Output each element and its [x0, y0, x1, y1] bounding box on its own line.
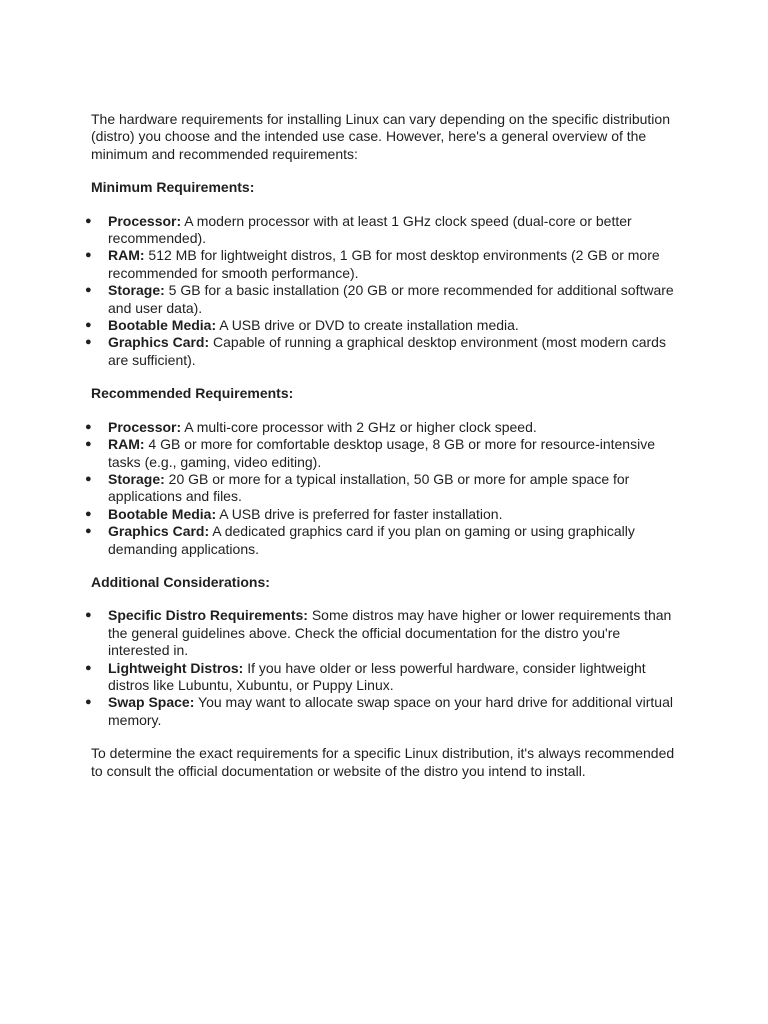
- list-additional-considerations: [85, 607, 683, 729]
- item-text: A modern processor with at least 1 GHz clock speed (dual-core or better recommended).: [108, 212, 632, 247]
- item-label: Processor:: [108, 212, 182, 229]
- list-item: [85, 694, 683, 729]
- list-item: [85, 317, 683, 334]
- bullet-icon: ●: [85, 609, 92, 622]
- list-item: [85, 436, 683, 471]
- item-label: RAM:: [108, 436, 145, 453]
- section-heading-minimum: Minimum Requirements:: [91, 179, 255, 196]
- bullet-icon: ●: [85, 507, 92, 520]
- item-text: Some distros may have higher or lower requirements than the general guidelines above. Check the official documentation for the distro you're interested in.: [108, 607, 672, 659]
- item-text: A multi-core processor with 2 GHz or higher clock speed.: [181, 418, 537, 435]
- item-text: 20 GB or more for a typical installation, 50 GB or more for ample space for applications and files.: [108, 470, 630, 505]
- list-item: [85, 659, 683, 695]
- item-label: Graphics Card:: [108, 334, 210, 351]
- list-item: [85, 418, 683, 436]
- list-item: [85, 247, 683, 282]
- intro-paragraph: The hardware requirements for installing Linux can vary depending on the specific distribution (distro) you choose and the intended use case. However, here's a general overview of the minimum and recommended requirements:: [91, 111, 670, 162]
- item-text: If you have older or less powerful hardware, consider lightweight distros like Lubuntu, Xubuntu, or Puppy Linux.: [108, 659, 646, 693]
- item-label: Storage:: [108, 470, 165, 487]
- section-heading-recommended: Recommended Requirements:: [91, 385, 294, 402]
- bullet-icon: ●: [85, 336, 92, 349]
- item-text: You may want to allocate swap space on your hard drive for additional virtual memory.: [108, 694, 673, 728]
- item-label: Lightweight Distros:: [108, 659, 244, 676]
- item-label: Processor:: [108, 418, 182, 435]
- item-text: 512 MB for lightweight distros, 1 GB for most desktop environments (2 GB or more recommended for smooth performance).: [108, 247, 660, 281]
- item-label: Bootable Media:: [108, 317, 217, 334]
- list-item: [85, 470, 683, 506]
- item-label: Bootable Media:: [108, 505, 217, 522]
- item-label: Graphics Card:: [108, 523, 210, 540]
- item-text: A USB drive or DVD to create installation media.: [216, 317, 519, 334]
- list-item: [85, 212, 683, 248]
- list-minimum-requirements: [85, 212, 683, 370]
- item-text: Capable of running a graphical desktop environment (most modern cards are sufficient).: [108, 334, 666, 368]
- item-label: Swap Space:: [108, 694, 195, 711]
- item-label: Specific Distro Requirements:: [108, 607, 308, 624]
- list-item: [85, 607, 683, 659]
- document-body: [85, 111, 683, 780]
- bullet-icon: ●: [85, 472, 92, 485]
- item-label: RAM:: [108, 247, 145, 264]
- bullet-icon: ●: [85, 420, 92, 433]
- list-item: [85, 523, 683, 558]
- bullet-icon: ●: [85, 525, 92, 538]
- item-text: A USB drive is preferred for faster installation.: [216, 505, 503, 522]
- bullet-icon: ●: [85, 284, 92, 297]
- bullet-icon: ●: [85, 696, 92, 709]
- bullet-icon: ●: [85, 661, 92, 674]
- bullet-icon: ●: [85, 249, 92, 262]
- closing-paragraph: To determine the exact requirements for a specific Linux distribution, it's always recommended to consult the official documentation or website of the distro you intend to install.: [91, 745, 675, 779]
- item-label: Storage:: [108, 282, 165, 299]
- item-text: 5 GB for a basic installation (20 GB or more recommended for additional software and user data).: [108, 282, 674, 316]
- list-item: [85, 282, 683, 317]
- section-heading-additional: Additional Considerations:: [91, 573, 270, 590]
- item-text: A dedicated graphics card if you plan on gaming or using graphically demanding applications.: [108, 523, 635, 557]
- bullet-icon: ●: [85, 319, 92, 332]
- list-item: [85, 505, 683, 523]
- item-text: 4 GB or more for comfortable desktop usage, 8 GB or more for resource-intensive tasks (e.g., gaming, video editing).: [108, 436, 655, 470]
- bullet-icon: ●: [85, 438, 92, 451]
- list-recommended-requirements: [85, 418, 683, 558]
- bullet-icon: ●: [85, 214, 92, 227]
- list-item: [85, 334, 683, 369]
